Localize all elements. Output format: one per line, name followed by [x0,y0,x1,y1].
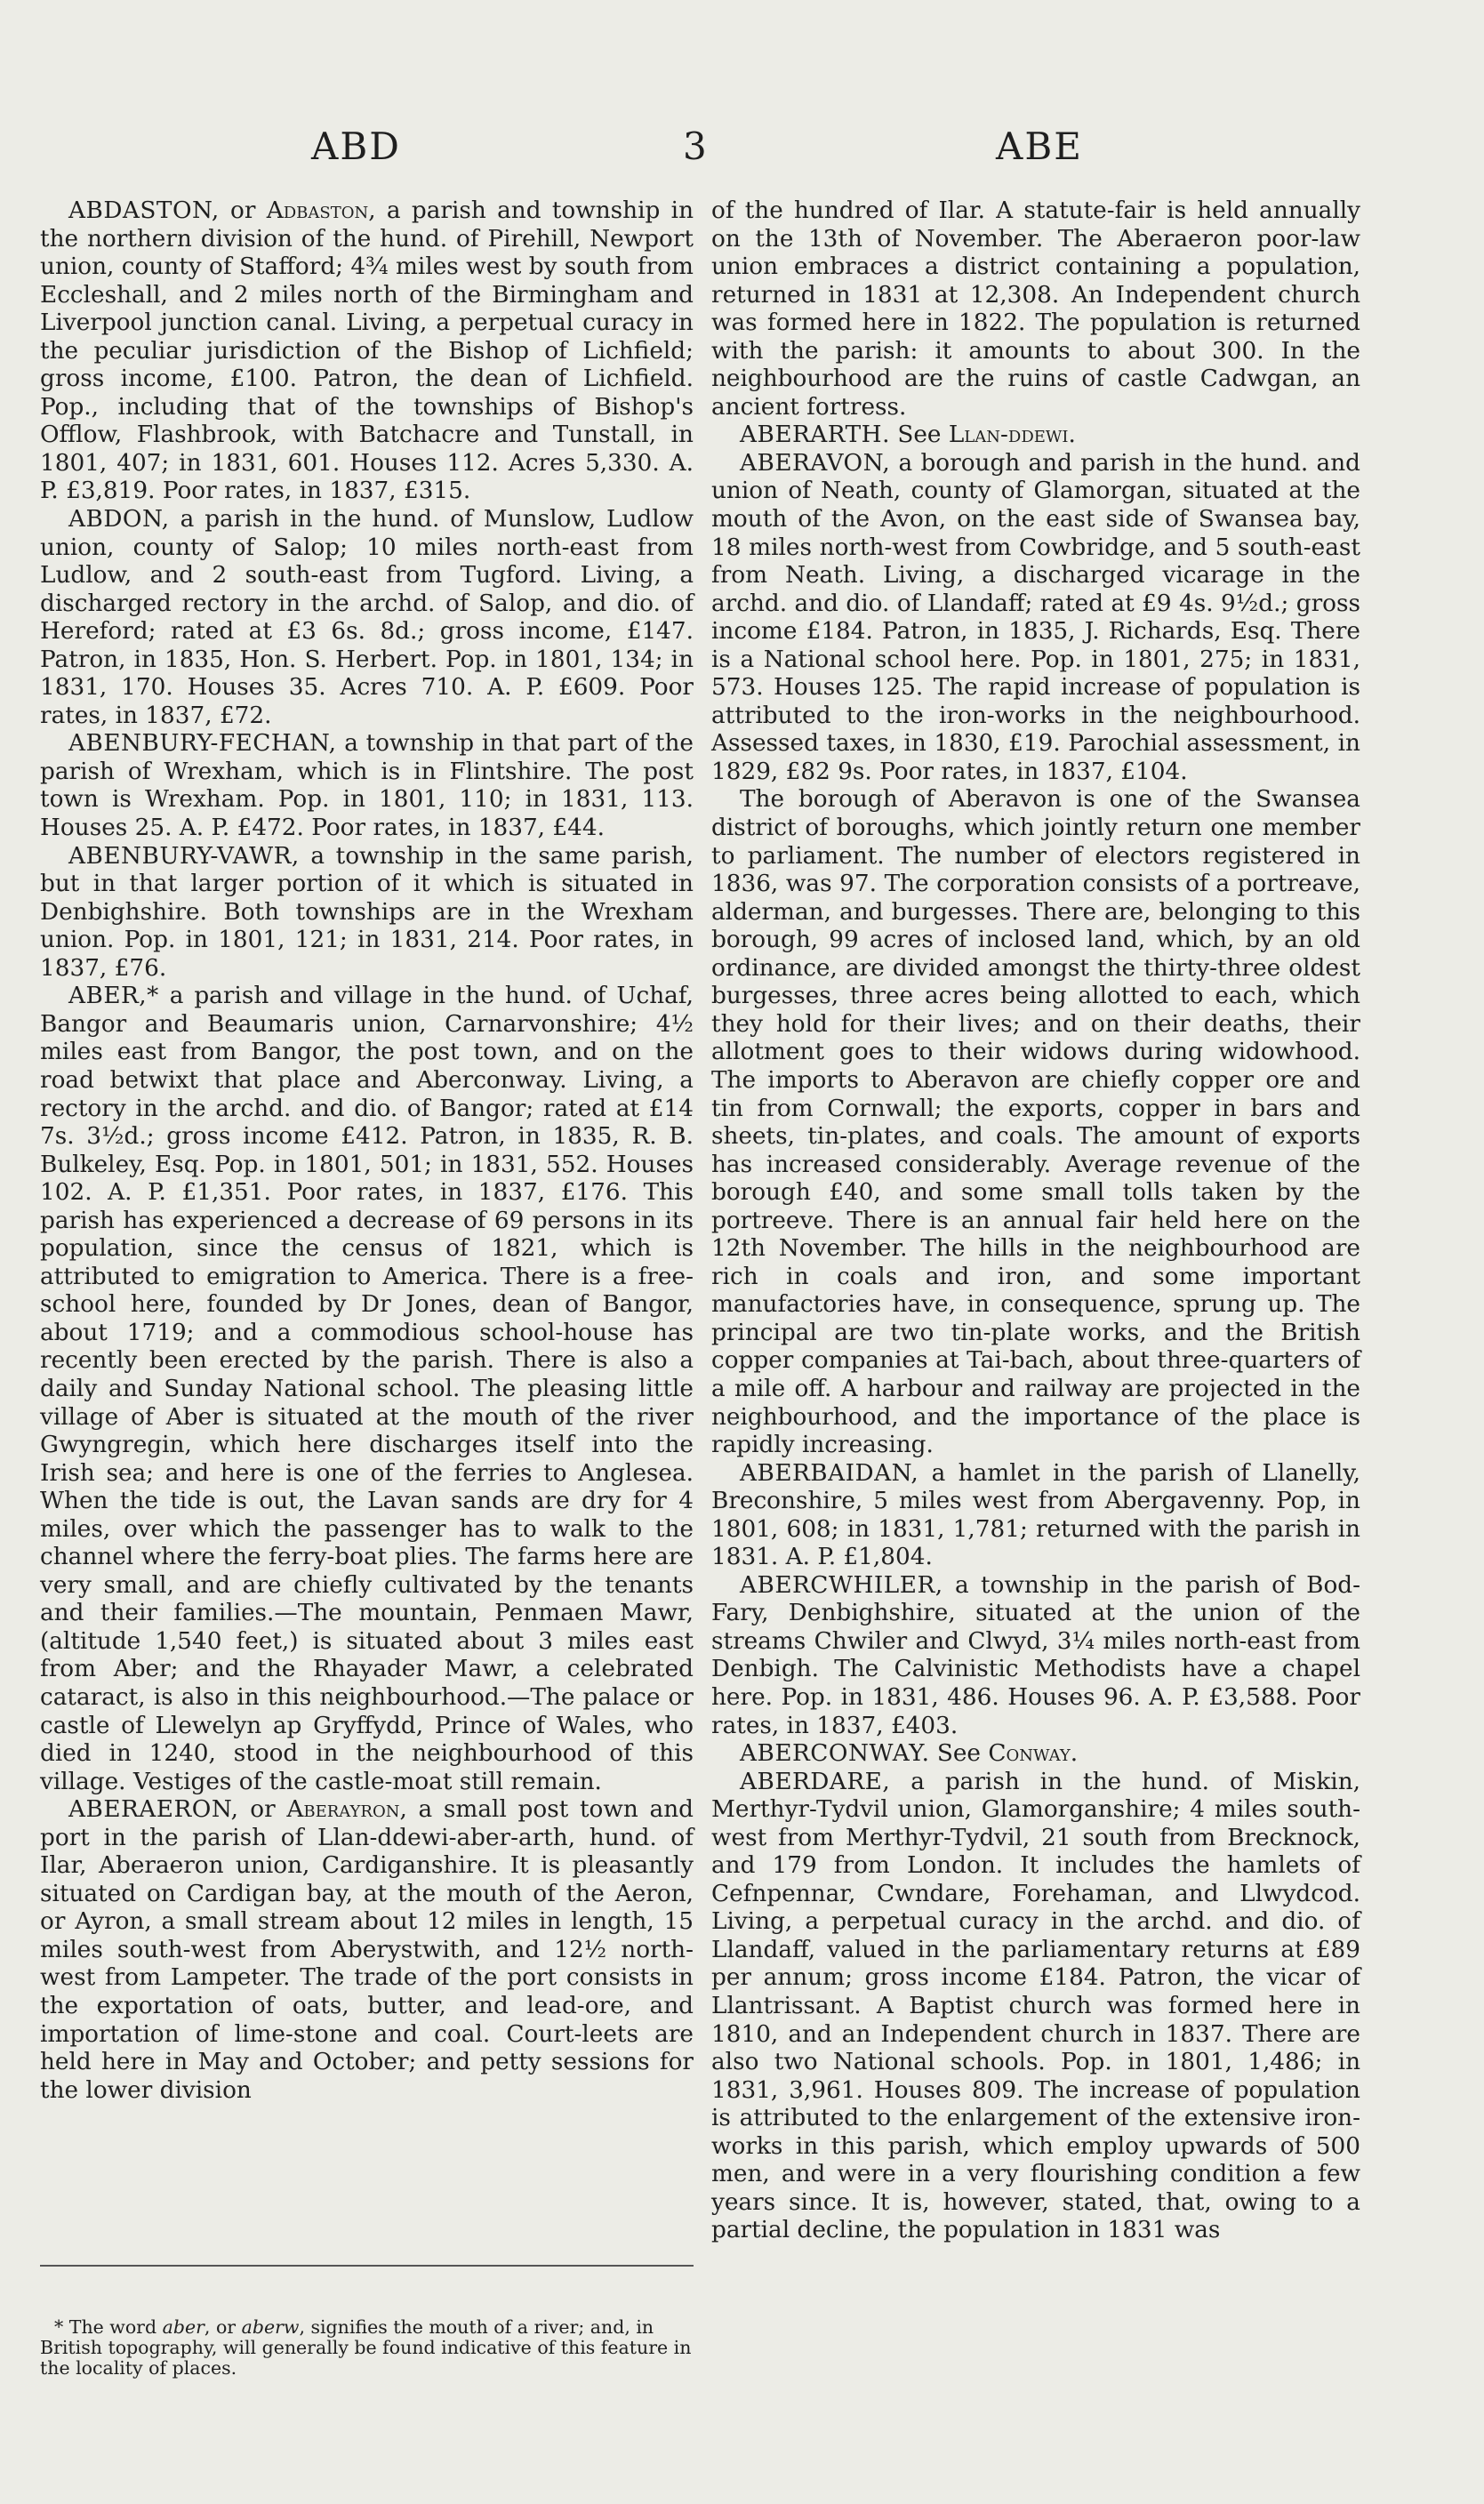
page-number: 3 [683,124,709,168]
headword: ABERAERON, [68,1796,239,1824]
entry-text: or [238,1796,287,1824]
entry-text: a borough and parish in the hund. and union of Neath, county of Glamorgan, situated at the mouth of the Avon, on the east side of Swansea bay, 18 miles north-west from Cowbridge, and 5 south-east from Neath. Living, a discharged vicarage in the archd. and dio. of Llandaff; rated at £9 4s. 9½d.; gross income £184. Patron, in 1835, J. Richards, Esq. There is a National school here. Pop. in 1801, 275; in 1831, 573. Houses 125. The rapid increase of population is attributed to the iron-works in the neighbourhood. Assessed taxes, in 1830, £19. Parochial assessment, in 1829, £82 9s. Poor rates, in 1837, £104. [711,449,1360,785]
footnote-term: aberw [241,2315,300,2338]
entry-text: See [929,1740,989,1768]
entry-text: a parish in the hund. of Miskin, Merthyr-Tydvil union, Glamorganshire; 4 miles south-west from Merthyr-Tydvil, 21 south from Brecknock, and 179 from London. It includes the hamlets of Cefnpennar, Cwndare, Forehaman, and Llwydcod. Living, a perpetual curacy in the archd. and dio. of Llandaff, valued in the parliamentary returns at £89 per annum; gross income £184. Patron, the vicar of Llantrissant. A Baptist church was formed here in 1810, and an Independent church in 1837. There are also two National schools. Pop. in 1801, 1,486; in 1831, 3,961. Houses 809. The increase of population is attributed to the enlargement of the extensive iron-works in this parish, which employ upwards of 500 men, and were in a very flourishing condition a few years since. It is, however, stated, that, owing to a partial decline, the population in 1831 was [711,1768,1360,2244]
headword: ABDON, [68,506,170,534]
footnote-term: aber [162,2315,205,2338]
entry-aberarth [711,421,1360,450]
entry-aberconway [711,1740,1360,1769]
footnote-text: , signifies the mouth of a river; and, in British topography, will generally be found indicative of this feature in the locality of places. [40,2315,692,2379]
entry-text: or [219,197,267,224]
entry-aberavon [711,450,1360,787]
headword: ABERBAIDAN, [740,1459,919,1487]
running-head-left: ABD [311,124,401,168]
headword: ABERARTH. [740,421,890,449]
page-header [0,124,1484,178]
entry-text: . [1070,1740,1079,1768]
entry-aberdare [711,1769,1360,2245]
entry-aberavon-borough: The borough of Aberavon is one of the Swansea district of boroughs, which jointly return one member to parliament. The number of electors registered in 1836, was 97. The corporation consists of a portreave, alderman, and burgesses. There are, belonging to this borough, 99 acres of inclosed land, which, by an old ordinance, are divided amongst the thirty-three oldest burgesses, three acres being allotted to each, which they hold for their lives; and on their deaths, their allotment goes to their widows during widowhood. The imports to Aberavon are chiefly copper ore and tin from Cornwall; the exports, copper in bars and sheets, tin-plates, and coals. The amount of exports has increased considerably. Average revenue of the borough £40, and some small tolls taken by the portreeve. There is an annual fair held here on the 12th November. The hills in the neighbourhood are rich in coals and iron, and some important manufactories have, in consequence, sprung up. The principal are two tin-plate works, and the British copper companies at Tai-bach, about three-quarters of a mile off. A harbour and railway are projected in the neighbourhood, and the importance of the place is rapidly increasing. [711,786,1360,1459]
entry-aberaeron-continued: of the hundred of Ilar. A statute-fair is held annually on the 13th of November. The Aberaeron poor-law union embraces a district containing a population, returned in 1831 at 12,308. An Independent church was formed here in 1822. The population is returned with the parish: it amounts to about 300. In the neighbourhood are the ruins of castle Cadwgan, an ancient fortress. [711,197,1360,421]
right-column [711,197,1360,2245]
headword: ABDASTON, [68,197,220,224]
entry-text: , a small post town and port in the parish of Llan-ddewi-aber-arth, hund. of Ilar, Aberaeron union, Cardiganshire. It is pleasantly situated on Cardigan bay, at the mouth of the Aeron, or Ayron, a small stream about 12 miles in length, 15 miles south-west from Aberystwith, and 12½ north-west from Lampeter. The trade of the port consists in the exportation of oats, butter, and lead-ore, and importation of lime-stone and coal. Court-leets are held here in May and October; and petty sessions for the lower division [40,1796,694,2104]
footnote-divider [40,2265,694,2267]
entry-text: a township in that part of the parish of Wrexham, which is in Flintshire. The post town is Wrexham. Pop. in 1801, 110; in 1831, 113. Houses 25. A. P. £472. Poor rates, in 1837, £44. [40,730,694,842]
entry-text: a township in the parish of Bod-Fary, Denbighshire, situated at the union of the streams Chwiler and Clwyd, 3¼ miles north-east from Denbigh. The Calvinistic Methodists have a chapel here. Pop. in 1831, 486. Houses 96. A. P. £3,588. Poor rates, in 1837, £403. [711,1571,1360,1739]
entry-abercwhiler [711,1572,1360,1740]
entry-text: a township in the same parish, but in that larger portion of it which is situated in Denbighshire. Both townships are in the Wrexham union. Pop. in 1801, 121; in 1831, 214. Poor rates, in 1837, £76. [40,842,694,982]
entry-abdaston [40,197,694,506]
entry-abenbury-fechan [40,730,694,842]
alt-name: Aberayron [286,1796,400,1824]
alt-name: Adbaston [266,197,369,224]
headword: ABERCWHILER, [740,1571,943,1599]
headword: ABERAVON, [740,449,891,477]
footnote [40,2317,694,2379]
headword: ABERDARE, [740,1768,891,1795]
entry-text: a parish and village in the hund. of Uchaf, Bangor and Beaumaris union, Carnarvonshire; 4½ miles east from Bangor, the post town, and on the road betwixt that place and Aberconway. Living, a rectory in the archd. and dio. of Bangor; rated at £14 7s. 3½d.; gross income £412. Patron, in 1835, R. B. Bulkeley, Esq. Pop. in 1801, 501; in 1831, 552. Houses 102. A. P. £1,351. Poor rates, in 1837, £176. This parish has experienced a decrease of 69 persons in its population, since the census of 1821, which is attributed to emigration to America. There is a free-school here, founded by Dr Jones, dean of Bangor, about 1719; and a commodious school-house has recently been erected by the parish. There is also a daily and Sunday National school. The pleasing little village of Aber is situated at the mouth of the river Gwyngregin, which here discharges itself into the Irish sea; and here is one of the ferries to Anglesea. When the tide is out, the Lavan sands are dry for 4 miles, over which the passenger has to walk to the channel where the ferry-boat plies. The farms here are very small, and are chiefly cultivated by the tenants and their families.—The mountain, Penmaen Mawr, (altitude 1,540 feet,) is situated about 3 miles east from Aber; and the Rhayader Mawr, a celebrated cataract, is also in this neighbourhood.—The palace or castle of Llewelyn ap Gryffydd, Prince of Wales, who died in 1240, stood in the neighbourhood of this village. Vestiges of the castle-moat still remain. [40,983,694,1795]
cross-reference: Conway [988,1740,1071,1768]
cross-reference: Llan-ddewi [948,421,1069,449]
entry-text: See [889,421,949,449]
footnote-text: , or [204,2315,242,2338]
entry-text: . [1068,421,1076,449]
headword: ABENBURY-VAWR, [68,842,300,870]
entry-abenbury-vawr [40,843,694,983]
headword: ABERCONWAY. [740,1740,930,1768]
entry-aber [40,983,694,1796]
entry-aberbaidan [711,1460,1360,1572]
entry-abdon [40,506,694,730]
left-column [40,197,694,2105]
entry-text: a parish in the hund. of Munslow, Ludlow union, county of Salop; 10 miles north-east from Ludlow, and 2 south-east from Tugford. Living, a discharged rectory in the archd. of Salop, and dio. of Hereford; rated at £3 6s. 8d.; gross income, £147. Patron, in 1835, Hon. S. Herbert. Pop. in 1801, 134; in 1831, 170. Houses 35. Acres 710. A. P. £609. Poor rates, in 1837, £72. [40,506,694,729]
headword: ABER,* [68,983,159,1010]
footnote-text: * The word [54,2315,163,2338]
entry-aberaeron [40,1796,694,2105]
entry-text: a hamlet in the parish of Llanelly, Breconshire, 5 miles west from Abergavenny. Pop, in 1801, 608; in 1831, 1,781; returned with the parish in 1831. A. P. £1,804. [711,1459,1360,1571]
entry-text: , a parish and township in the northern division of the hund. of Pirehill, Newport union, county of Stafford; 4¾ miles west by south from Eccleshall, and 2 miles north of the Birmingham and Liverpool junction canal. Living, a perpetual curacy in the peculiar jurisdiction of the Bishop of Lichfield; gross income, £100. Patron, the dean of Lichfield. Pop., including that of the townships of Bishop's Offlow, Flashbrook, with Batchacre and Tunstall, in 1801, 407; in 1831, 601. Houses 112. Acres 5,330. A. P. £3,819. Poor rates, in 1837, £315. [40,197,694,505]
running-head-right: ABE [996,124,1083,168]
headword: ABENBURY-FECHAN, [68,730,337,758]
